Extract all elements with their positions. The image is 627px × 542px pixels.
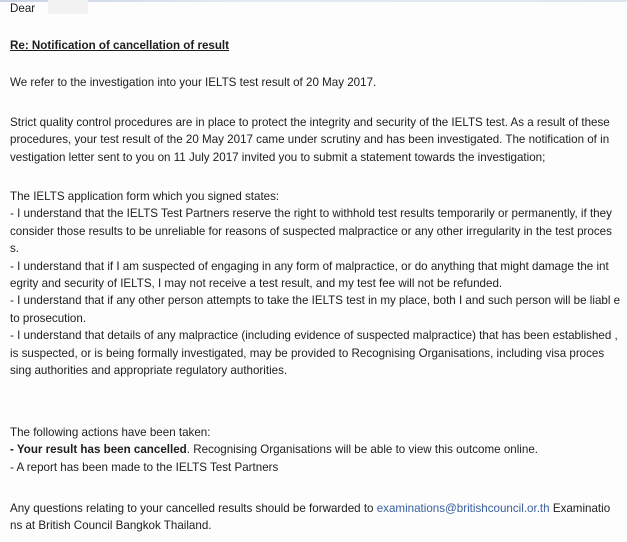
closing-paragraph	[10, 500, 622, 535]
statement-item: - I understand that the IELTS Test Partners reserve the right to withhold test results temporarily or permanently, if they consider those results to be unreliable for reasons of suspected malpractice or any other irregularity in the test proces s.	[10, 207, 612, 256]
statement-item: - I understand that details of any malpractice (including evidence of suspected malpractice) that has been established , is suspected, or is being formally investigated, may be provided to Recognising Organisations, including visa proces sing authorities and appropriate regulatory authorities.	[10, 329, 618, 378]
action-item-cancelled	[10, 441, 622, 458]
letter-subject: Re: Notification of cancellation of result	[10, 39, 230, 52]
statement-item: - I understand that if I am suspected of engaging in any form of malpractice, or do anything that might damage the int egrity and security of IELTS, I may not receive a test result, and my test fee will not be refunded.	[10, 259, 609, 291]
actions-intro: The following actions have been taken:	[10, 426, 211, 439]
actions-taken	[10, 424, 622, 476]
application-form-statements	[10, 188, 622, 379]
quality-control-paragraph: Strict quality control procedures are in place to protect the integrity and security of the IELTS test. As a result of these procedures, your test result of the 20 May 2017 came under scrutiny and has been investigated. The notification of in vestigation letter sent to you on 11 July 2017 invited you to submit a statement towards the investigation;	[10, 116, 610, 164]
page-top-edge	[0, 0, 627, 2]
contact-email-link[interactable]: examinations@britishcouncil.or.th	[376, 502, 550, 515]
closing-post: Examinatio ns at British Council Bangkok Thailand.	[10, 502, 611, 533]
action-cancelled-bold: - Your result has been cancelled	[10, 443, 187, 457]
redacted-recipient-name	[48, 0, 88, 14]
action-item-report: - A report has been made to the IELTS Test Partners	[10, 460, 279, 474]
intro-paragraph: We refer to the investigation into your IELTS test result of 20 May 2017.	[10, 76, 377, 89]
salutation: Dear	[10, 2, 36, 15]
closing-pre: Any questions relating to your cancelled results should be forwarded to	[10, 502, 377, 515]
action-cancelled-rest: . Recognising Organisations will be able to view this outcome online.	[186, 443, 538, 457]
statement-item: - I understand that if any other person attempts to take the IELTS test in my place, both I and such person will be liabl e to prosecution.	[10, 294, 621, 325]
statements-intro: The IELTS application form which you signed states:	[10, 190, 280, 203]
